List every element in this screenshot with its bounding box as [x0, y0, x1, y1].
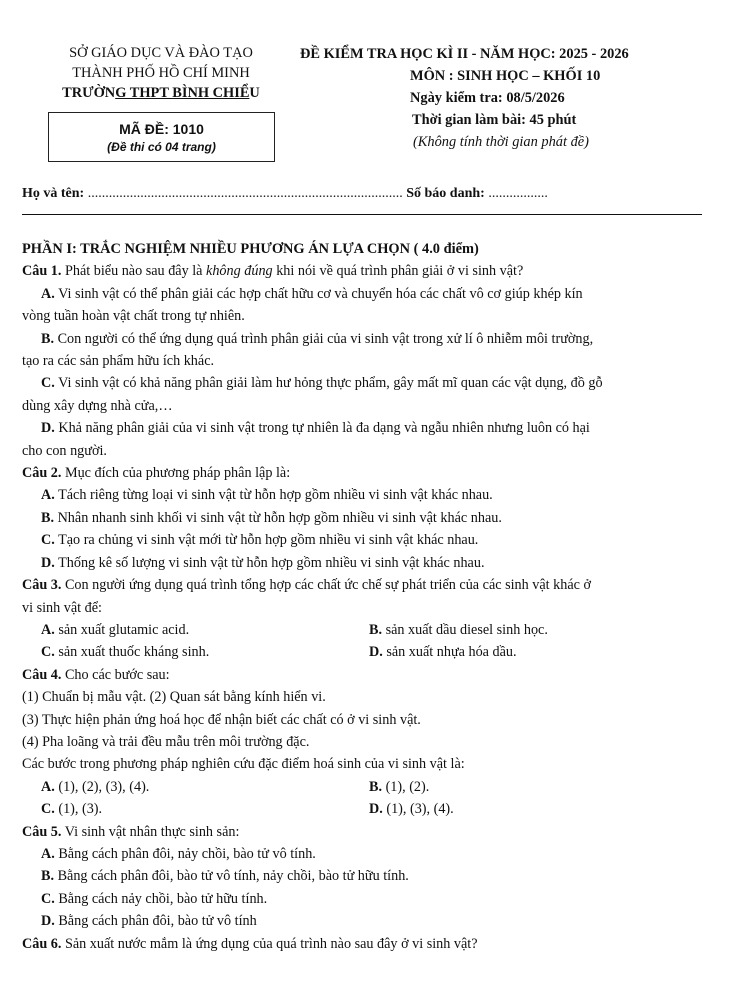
header-left: [30, 43, 292, 103]
step-line: (4) Pha loãng và trải đều mẫu trên môi trường đặc.: [22, 733, 310, 750]
step-line: (3) Thực hiện phản ứng hoá học để nhận biết các chất có ở vi sinh vật.: [22, 711, 421, 728]
school-name-part-1: TRƯỜN: [62, 85, 116, 101]
option-letter: B.: [41, 330, 55, 347]
exam-duration: Thời gian làm bài: 45 phút: [412, 112, 577, 128]
option-text: Thống kê số lượng vi sinh vật từ hỗn hợp gồm nhiều vi sinh vật khác nhau.: [54, 554, 485, 571]
question-stem: Cho các bước sau:: [61, 666, 170, 683]
exam-title: ĐỀ KIỂM TRA HỌC KÌ II - NĂM HỌC: 2025 - 2026: [300, 46, 629, 62]
question-number: Câu 1.: [22, 263, 62, 280]
question-number: Câu 4.: [22, 666, 62, 683]
school-name-part-2: G THPT BÌNH CHIỂ: [115, 85, 250, 101]
step-line: (1) Chuẩn bị mẫu vật. (2) Quan sát bằng kính hiển vi.: [22, 689, 326, 706]
header-divider: [22, 214, 702, 215]
option-text: Bằng cách phân đôi, bào tử vô tính, nảy chồi, bào tử hữu tính.: [54, 868, 409, 885]
option-letter: A.: [41, 285, 55, 302]
question-number: Câu 5.: [22, 823, 62, 840]
header-right: [300, 43, 720, 153]
section-title: PHẦN I: TRẮC NGHIỆM NHIỀU PHƯƠNG ÁN LỰA CHỌN ( 4.0 điểm): [22, 241, 479, 257]
option-letter: D.: [369, 644, 383, 661]
option-text: sản xuất thuốc kháng sinh.: [54, 644, 210, 661]
question-5: [22, 821, 722, 933]
option-text-cont: cho con người.: [22, 442, 107, 459]
page-count-note: (Đề thi có 04 trang): [107, 140, 216, 154]
option-letter: A.: [41, 845, 55, 862]
name-field[interactable]: ..........................................................................................: [87, 186, 403, 201]
option-text: Bằng cách phân đôi, nảy chồi, bào tử vô tính.: [54, 845, 316, 862]
question-6: [22, 933, 722, 955]
exam-body: [22, 238, 722, 955]
option-letter: D.: [41, 913, 55, 930]
school-name-part-3: U: [249, 85, 260, 101]
question-4: [22, 664, 722, 821]
option-text: (1), (3), (4).: [382, 801, 454, 818]
option-text: (1), (2).: [382, 778, 430, 795]
option-letter: B.: [41, 509, 55, 526]
option-letter: C.: [41, 801, 55, 818]
student-info-line: [22, 186, 548, 202]
school-name: [30, 83, 292, 103]
option-letter: A.: [41, 487, 55, 504]
question-stem-end: khi nói về quá trình phân giải ở vi sinh vật?: [272, 263, 524, 280]
question-2: [22, 462, 722, 574]
option-text: Tách riêng từng loại vi sinh vật từ hỗn hợp gồm nhiều vi sinh vật khác nhau.: [54, 487, 493, 504]
duration-note: (Không tính thời gian phát đề): [413, 134, 589, 150]
question-3: [22, 574, 722, 664]
option-text: Con người có thể ứng dụng quá trình phân giải của vi sinh vật trong xử lí ô nhiễm môi trường,: [54, 330, 594, 347]
question-stem: Vi sinh vật nhân thực sinh sản:: [61, 823, 240, 840]
option-letter: A.: [41, 621, 55, 638]
option-text: Khả năng phân giải của vi sinh vật trong tự nhiên là đa dạng và ngẫu nhiên nhưng luôn có hại: [54, 420, 590, 437]
option-letter: C.: [41, 644, 55, 661]
question-number: Câu 3.: [22, 577, 62, 594]
option-letter: C.: [41, 375, 55, 392]
question-1: [22, 260, 722, 462]
exam-code: MÃ ĐỀ: 1010: [119, 121, 204, 137]
option-text: sản xuất nhựa hóa dầu.: [382, 644, 517, 661]
option-text: Bằng cách nảy chồi, bào tử hữu tính.: [54, 890, 268, 907]
question-stem: Con người ứng dụng quá trình tổng hợp các chất ức chế sự phát triển của các sinh vật khác ở: [61, 577, 592, 594]
option-text: Bằng cách phân đôi, bào tử vô tính: [54, 913, 257, 930]
option-text: Nhân nhanh sinh khối vi sinh vật từ hỗn hợp gồm nhiều vi sinh vật khác nhau.: [54, 509, 502, 526]
option-text-cont: dùng xây dựng nhà cửa,…: [22, 397, 173, 414]
option-text: (1), (3).: [54, 801, 103, 818]
option-text: Tạo ra chủng vi sinh vật mới từ hỗn hợp gồm nhiều vi sinh vật khác nhau.: [54, 532, 479, 549]
option-text: (1), (2), (3), (4).: [54, 778, 150, 795]
question-stem: Mục đích của phương pháp phân lập là:: [61, 465, 291, 482]
question-number: Câu 2.: [22, 465, 62, 482]
option-letter: D.: [369, 801, 383, 818]
question-stem: Sản xuất nước mắm là ứng dụng của quá trình nào sau đây ở vi sinh vật?: [61, 935, 478, 952]
name-label: Họ và tên:: [22, 186, 88, 201]
department-line-1: SỞ GIÁO DỤC VÀ ĐÀO TẠO: [69, 45, 253, 61]
option-text: Vi sinh vật có khả năng phân giải làm hư hỏng thực phẩm, gây mất mĩ quan các vật dụng, đồ gỗ: [54, 375, 603, 392]
option-text-cont: tạo ra các sản phẩm hữu ích khác.: [22, 353, 215, 370]
option-text: sản xuất glutamic acid.: [54, 621, 190, 638]
option-letter: B.: [41, 868, 55, 885]
option-letter: C.: [41, 890, 55, 907]
question-number: Câu 6.: [22, 935, 62, 952]
option-text-cont: vòng tuần hoàn vật chất trong tự nhiên.: [22, 308, 245, 325]
option-letter: C.: [41, 532, 55, 549]
option-letter: B.: [369, 621, 383, 638]
option-text: sản xuất dầu diesel sinh học.: [382, 621, 548, 638]
option-letter: B.: [369, 778, 383, 795]
question-ask: Các bước trong phương pháp nghiên cứu đặc điểm hoá sinh của vi sinh vật là:: [22, 756, 465, 773]
department-line-2: THÀNH PHỐ HỒ CHÍ MINH: [72, 65, 250, 81]
option-letter: A.: [41, 778, 55, 795]
exam-date: Ngày kiểm tra: 08/5/2026: [410, 90, 565, 106]
option-text: Vi sinh vật có thể phân giải các hợp chất hữu cơ và chuyển hóa các chất vô cơ giúp khép kín: [54, 285, 583, 302]
option-letter: D.: [41, 420, 55, 437]
id-field[interactable]: .................: [488, 186, 548, 201]
option-letter: D.: [41, 554, 55, 571]
subject: MÔN : SINH HỌC – KHỐI 10: [410, 68, 601, 84]
question-stem: Phát biểu nào sau đây là: [61, 263, 207, 280]
question-stem-emphasis: không đúng: [206, 263, 273, 280]
exam-code-box: [48, 112, 275, 162]
question-stem-cont: vi sinh vật để:: [22, 599, 102, 616]
id-label: Số báo danh:: [402, 186, 489, 201]
